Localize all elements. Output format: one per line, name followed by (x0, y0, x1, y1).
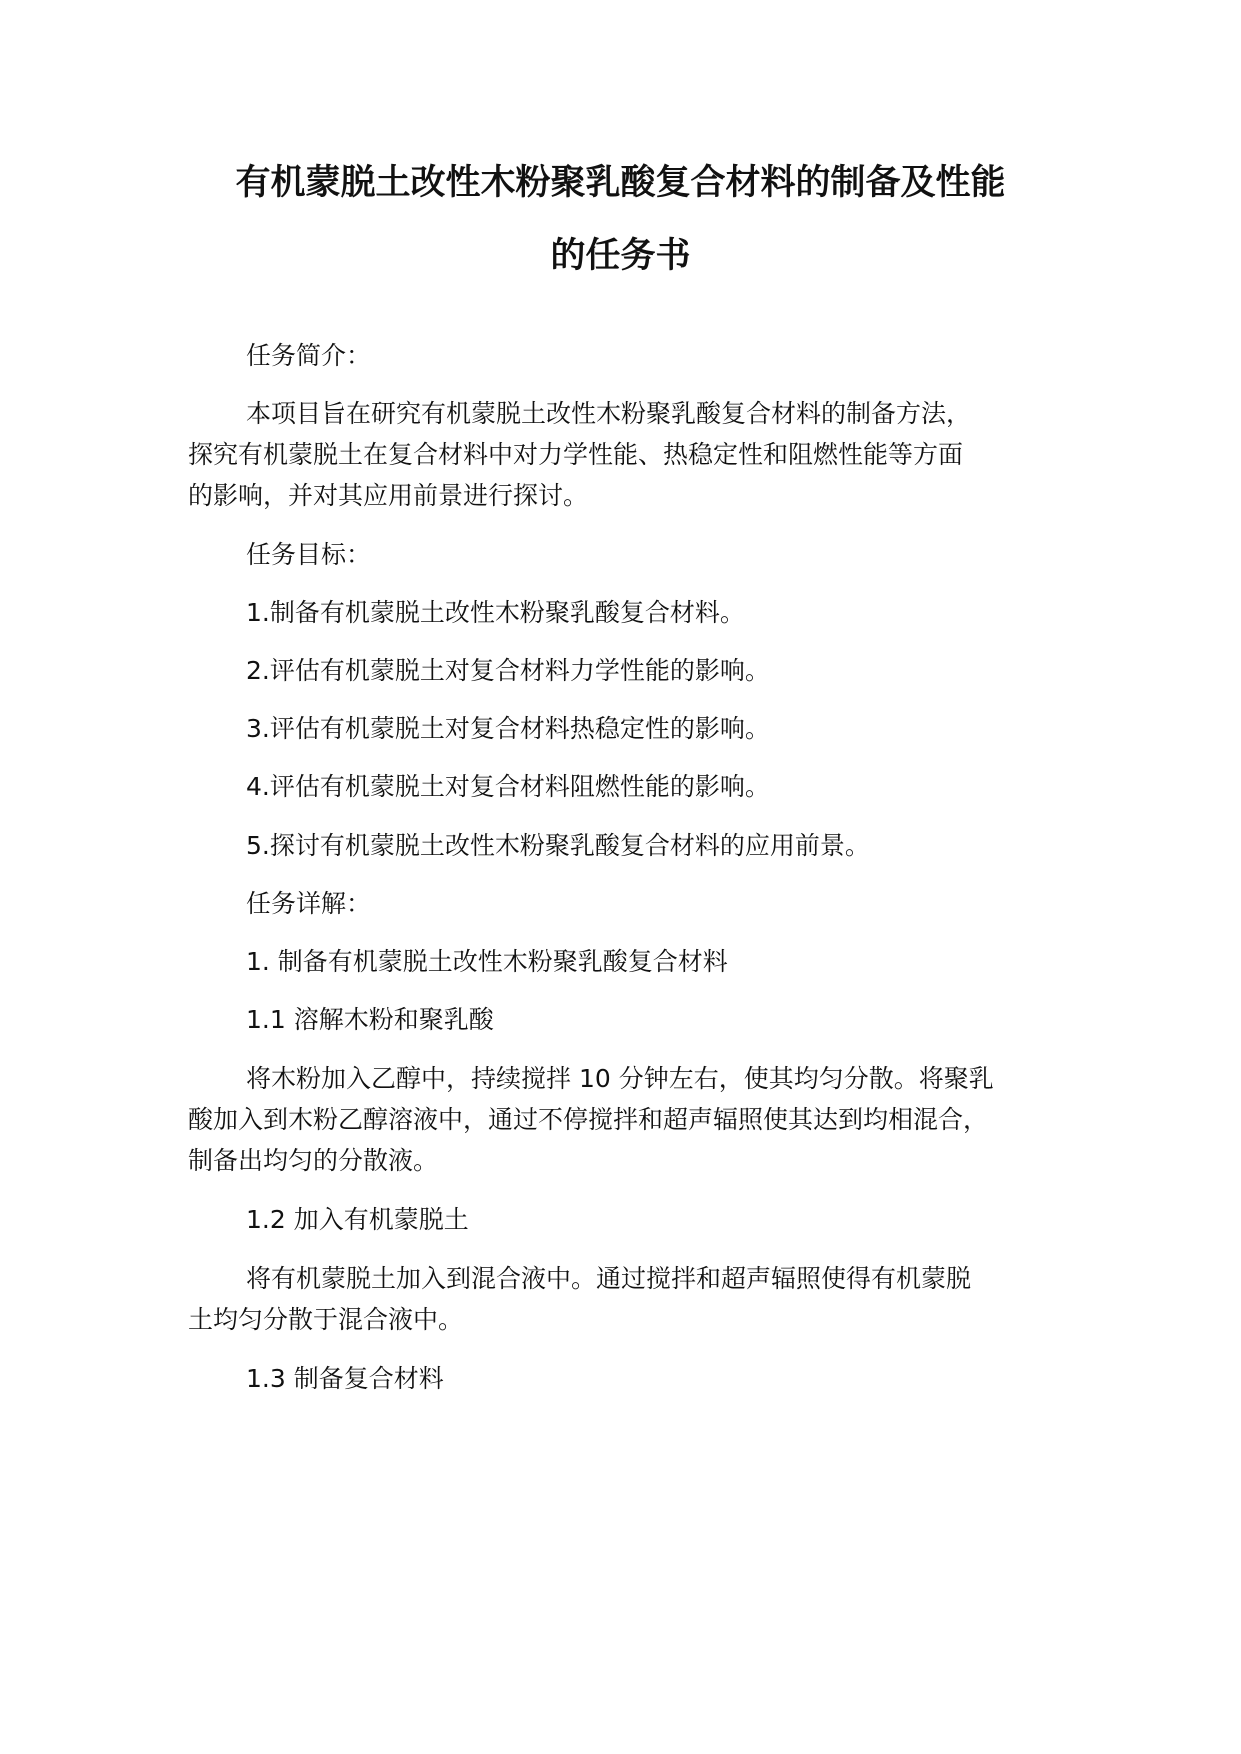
goal-item-4: 4.评估有机蒙脱土对复合材料阻燃性能的影响。 (246, 772, 770, 801)
intro-heading: 任务简介： (246, 341, 372, 370)
details-heading: 任务详解： (246, 889, 372, 918)
goal-item-5: 5.探讨有机蒙脱土改性木粉聚乳酸复合材料的应用前景。 (246, 831, 870, 860)
goal-item-3: 3.评估有机蒙脱土对复合材料热稳定性的影响。 (246, 714, 770, 743)
goal-item-2: 2.评估有机蒙脱土对复合材料力学性能的影响。 (246, 656, 770, 685)
subsection-1-2-line-2: 土均匀分散于混合液中。 (188, 1305, 464, 1334)
subsection-1-1-heading: 1.1 溶解木粉和聚乳酸 (246, 1005, 494, 1034)
document-title-line-1: 有机蒙脱土改性木粉聚乳酸复合材料的制备及性能 (235, 163, 1006, 203)
goals-heading: 任务目标： (246, 540, 372, 569)
document-title-line-2: 的任务书 (550, 236, 691, 276)
intro-paragraph-line-3: 的影响，并对其应用前景进行探讨。 (188, 481, 589, 510)
goal-item-1: 1.制备有机蒙脱土改性木粉聚乳酸复合材料。 (246, 598, 745, 627)
intro-paragraph-line-2: 探究有机蒙脱土在复合材料中对力学性能、热稳定性和阻燃性能等方面 (188, 440, 964, 469)
subsection-1-1-line-2: 酸加入到木粉乙醇溶液中，通过不停搅拌和超声辐照使其达到均相混合， (188, 1105, 989, 1134)
section-1-heading: 1. 制备有机蒙脱土改性木粉聚乳酸复合材料 (246, 947, 728, 976)
subsection-1-2-line-1: 将有机蒙脱土加入到混合液中。通过搅拌和超声辐照使得有机蒙脱 (246, 1264, 972, 1293)
intro-paragraph-line-1: 本项目旨在研究有机蒙脱土改性木粉聚乳酸复合材料的制备方法， (246, 399, 972, 428)
subsection-1-3-heading: 1.3 制备复合材料 (246, 1364, 444, 1393)
subsection-1-2-heading: 1.2 加入有机蒙脱土 (246, 1205, 469, 1234)
subsection-1-1-line-1: 将木粉加入乙醇中，持续搅拌 10 分钟左右，使其均匀分散。将聚乳 (246, 1064, 994, 1093)
subsection-1-1-line-3: 制备出均匀的分散液。 (188, 1146, 439, 1175)
